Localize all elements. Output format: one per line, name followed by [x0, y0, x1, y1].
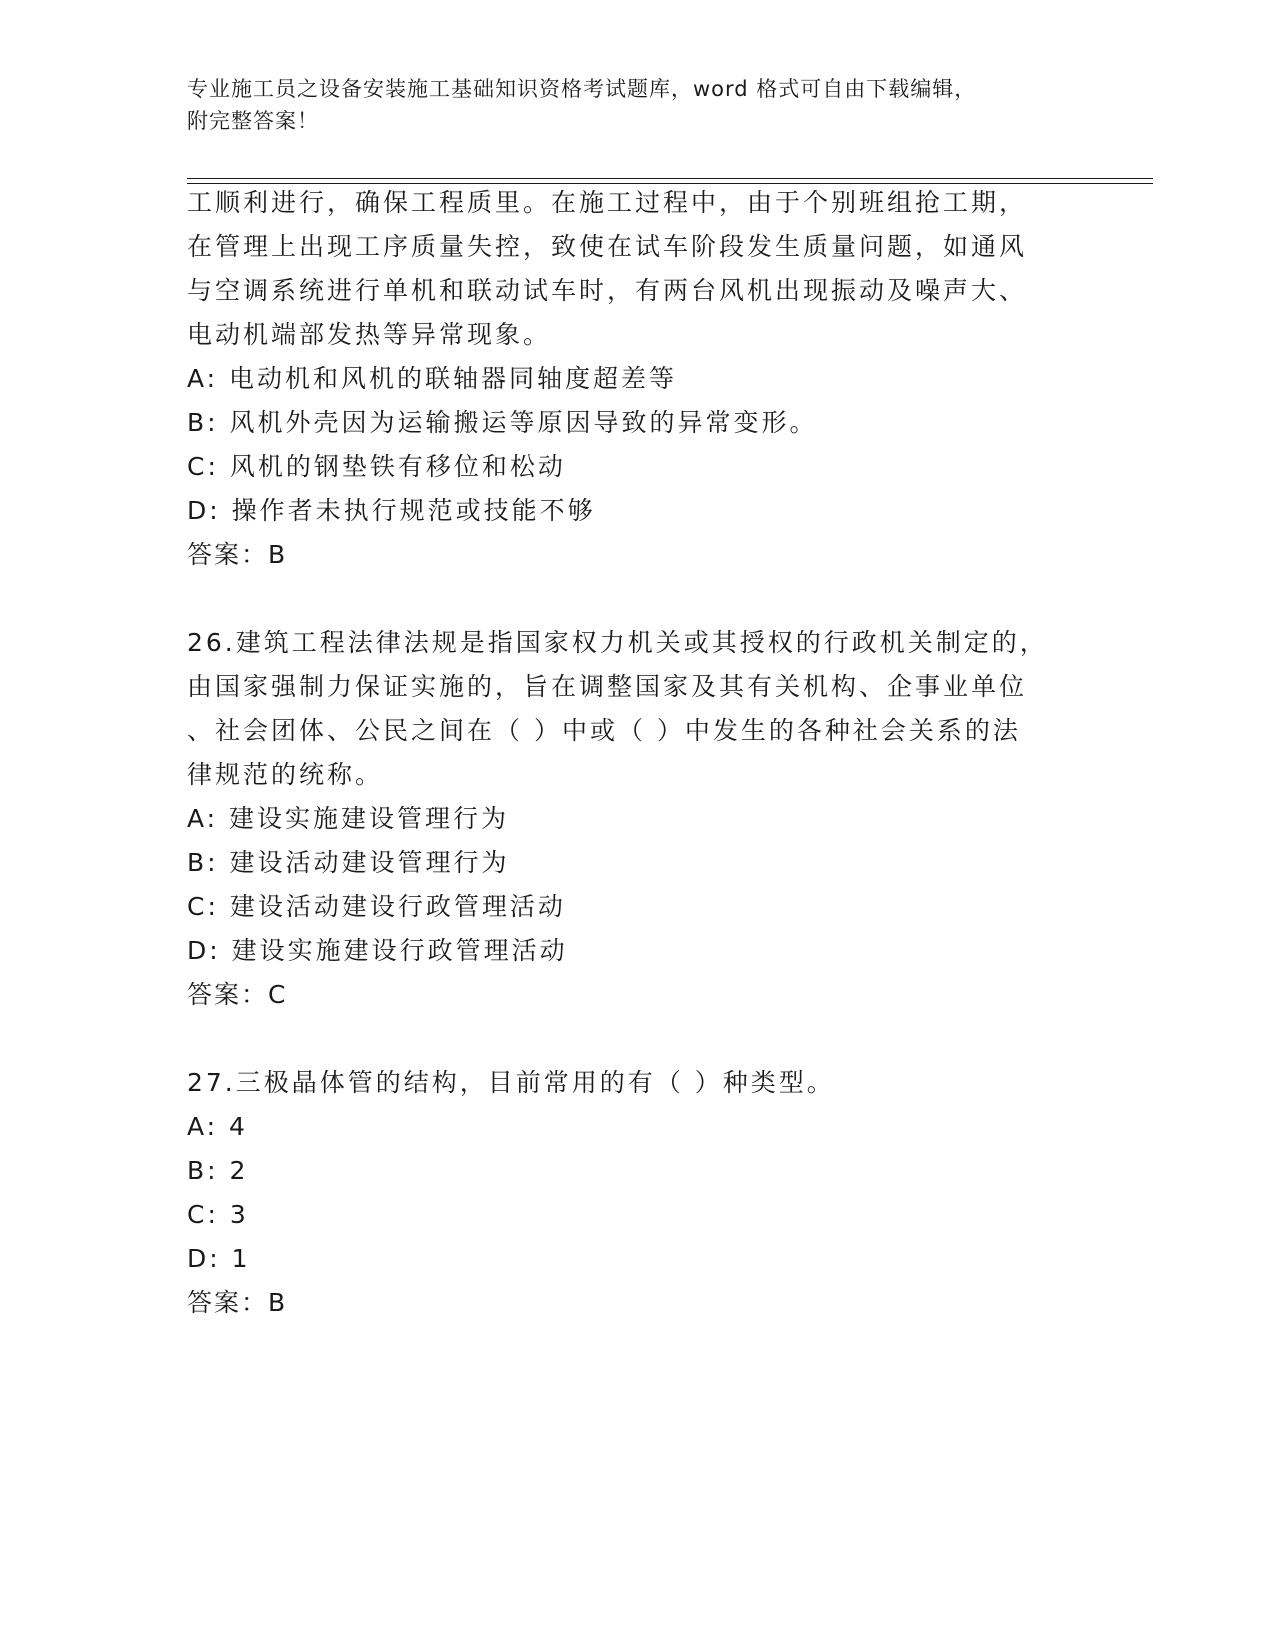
question-27-option-c: C: 3 [187, 1200, 249, 1229]
question-26-text-line: 、社会团体、公民之间在（ ）中或（ ）中发生的各种社会关系的法 [187, 716, 1021, 745]
question-27-option-a: A: 4 [187, 1112, 248, 1141]
question-25-text-line: 工顺利进行，确保工程质里。在施工过程中，由于个别班组抢工期， [187, 188, 1028, 217]
question-25-text-line: 在管理上出现工序质量失控，致使在试车阶段发生质量问题，如通风 [187, 232, 1028, 261]
question-26-option-a: A: 建设实施建设管理行为 [187, 804, 510, 833]
question-27-text-line: 27.三极晶体管的结构，目前常用的有（ ）种类型。 [187, 1068, 835, 1097]
question-26-text-line: 律规范的统称。 [187, 760, 384, 789]
header-line-1: 专业施工员之设备安装施工基础知识资格考试题库，word 格式可自由下载编辑， [187, 77, 977, 101]
question-25-option-b: B: 风机外壳因为运输搬运等原因导致的异常变形。 [187, 408, 818, 437]
header-divider-top [187, 178, 1153, 179]
header-line-2: 附完整答案！ [187, 109, 319, 133]
question-26-answer: 答案：C [187, 980, 288, 1009]
question-25-option-a: A: 电动机和风机的联轴器同轴度超差等 [187, 364, 678, 393]
question-27-option-b: B: 2 [187, 1156, 249, 1185]
question-25-option-d: D: 操作者未执行规范或技能不够 [187, 496, 596, 525]
question-25-text-line: 与空调系统进行单机和联动试车时，有两台风机出现振动及噪声大、 [187, 276, 1028, 305]
question-26-text-line: 由国家强制力保证实施的，旨在调整国家及其有关机构、企事业单位 [187, 672, 1028, 701]
question-26-option-c: C: 建设活动建设行政管理活动 [187, 892, 566, 921]
question-25-text-line: 电动机端部发热等异常现象。 [187, 320, 552, 349]
question-27-answer: 答案：B [187, 1288, 288, 1317]
question-25-answer: 答案：B [187, 540, 288, 569]
document-header [187, 73, 1067, 137]
question-26-text-line: 26.建筑工程法律法规是指国家权力机关或其授权的行政机关制定的， [187, 628, 1048, 657]
question-26-option-b: B: 建设活动建设管理行为 [187, 848, 510, 877]
header-divider-bottom [187, 183, 1153, 184]
question-25-option-c: C: 风机的钢垫铁有移位和松动 [187, 452, 566, 481]
question-27-option-d: D: 1 [187, 1244, 251, 1273]
question-26-option-d: D: 建设实施建设行政管理活动 [187, 936, 568, 965]
